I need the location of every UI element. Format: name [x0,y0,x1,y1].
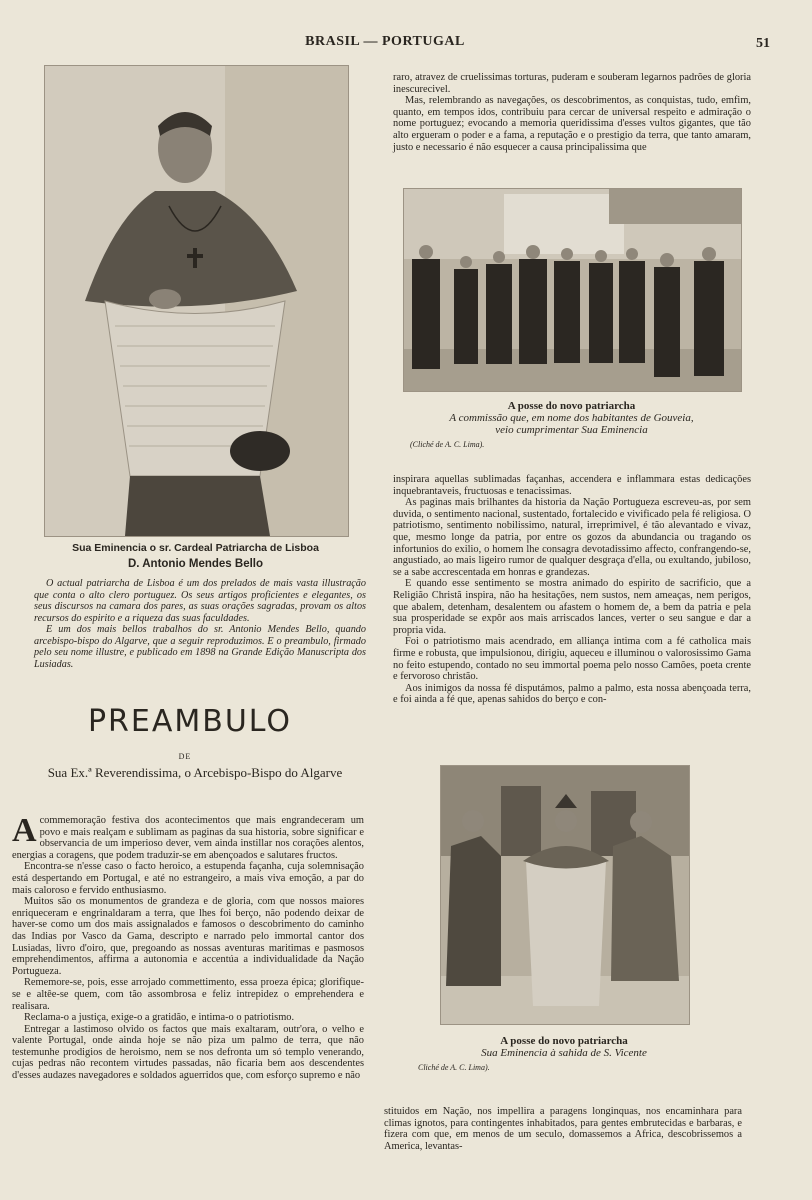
bio-paragraph-2: E um dos mais bellos trabalhos do sr. Antonio Mendes Bello, quando arcebispo-bispo do Algarve, que a seguir reproduzimos. E o preambulo, firmado pelo seu nome illustre, e publicado em 1898 na Grande Edição Manuscripta dos Lusiadas. [34,624,366,670]
photo1-caption [403,400,740,436]
preambulo-body [12,815,364,1145]
portrait-caption-title: Sua Eminencia o sr. Cardeal Patriarcha de Lisboa [72,542,319,554]
bio-paragraph-1: O actual patriarcha de Lisboa é um dos prelados de mais vasta illustração que conta o alto clero portuguez. Os seus artigos proficientes e elegantes, os seus discursos na camara dos pares, as suas orações sagradas, provam os altos recursos do espirito e a riqueza das suas faculdades. [34,578,366,624]
photo2-caption-title: A posse do novo patriarcha [500,1035,628,1047]
portrait-photo [44,65,349,537]
right-top-paragraph-2: Mas, relembrando as navegações, os descobrimentos, as conquistas, tudo, emfim, quanto, em tempos idos, contribuiu para cercar de universal respeito e admiração o nome portuguez; evocando a memoria queridissima d'esses vultos gigantes, que tão alto ergueram o poder e a fama, a reputação e o prestigio da terra, que tanto amaram, justo e necessario é não esquecer a causa principalissima que [393,95,751,153]
preambulo-paragraph-2: Encontra-se n'esse caso o facto heroico, a estupenda façanha, cuja solemnisação está despertando em Portugal, e até no estrangeiro, a mais viva emoção, a par do mais caloroso e fervido enthusiasmo. [12,861,364,896]
photo1-caption-title: A posse do novo patriarcha [507,400,636,412]
right-column-bottom [384,1106,742,1152]
preambulo-title: PREAMBULO [87,704,293,739]
preambulo-de: DE [178,752,192,761]
photo1-caption-line1: A commissão que, em nome dos habitantes de Gouveia, [449,412,694,424]
preambulo-paragraph-6: Entregar a lastimoso olvido os factos que mais exaltaram, outr'ora, o velho e valente Portugal, onde ainda hoje se não piza um palmo de terra, que não testemunhe prodigios de heroismo, nem se nos defronta um só templo venerando, cujas pedras não recontem virtudes passadas, não ficaria bem aos descendentes d'esses audazes navegadores e soldados aguerridos que, com esforço supremo e não [12,1023,364,1082]
right-mid-paragraph-3: E quando esse sentimento se mostra animado do espirito de sacrificio, que a Religião Christã inspira, não ha hesitações, nem sustos, nem ameaças, nem perigos, que abalem, detenham, desalentem ou afastem o homem de, a bem da patria e pela sua prosperidade se expôr aos mais arriscados lances, verter o seu sangue e dar a propria vida. [393,578,751,636]
right-column-middle [393,474,751,706]
right-top-paragraph-1: raro, atravez de cruelissimas torturas, puderam e souberam legarnos padrões de gloria inescurecivel. [393,72,751,95]
commission-group-image [404,189,741,391]
preambulo-paragraph-5: Reclama-o a justiça, exige-o a gratidão, e intima-o o patriotismo. [24,1012,295,1024]
right-bottom-paragraph: stituidos em Nação, nos impellira a paragens longinquas, nos encaminhara para climas ignotos, para contingentes inhabitados, para gentes embrutecidas e barbaras, e fizera com que, em menos de um seculo, domassemos a Africa, descobrissemos a America, levantas- [384,1106,742,1152]
portrait-bio [34,578,366,670]
photo2-caption-line1: Sua Eminencia à sahida de S. Vicente [481,1047,647,1059]
preambulo-subtitle: Sua Ex.ª Reverendissima, o Arcebispo-Bispo do Algarve [47,765,343,780]
photo2-caption [440,1035,688,1059]
preambulo-paragraph-1-text: commemoração festiva dos acontecimentos que mais engrandeceram um povo e mais realçam e sublimam as paginas da sua historia, sobre significar e observancia de um imperioso dever, vem ainda instillar nos corações alentos, energias a coragens, que podem traduzir-se em abençoados e salutares fructos. [12,815,364,861]
preambulo-paragraph-4: Rememore-se, pois, esse arrojado commettimento, essa proeza épica; glorifique-se e altêe-se quem, com tão assombrosa e feliz intrepidez o emprehendera e realisara. [12,977,364,1012]
photo1-credit: (Cliché de A. C. Lima). [410,440,485,449]
right-column-top [393,72,751,153]
photo1-caption-line2: veio cumprimentar Sua Eminencia [495,424,648,436]
patriarch-photo [440,765,690,1025]
running-title: BRASIL — PORTUGAL [305,34,465,49]
right-mid-paragraph-5: Aos inimigos da nossa fé disputámos, palmo a palmo, esta nossa abençoada terra, e foi ainda a fé que, apenas sahidos do berço e con- [393,682,751,706]
preambulo-paragraph-3: Muitos são os monumentos de grandeza e de gloria, com que nossos maiores enriqueceram e engrinaldaram a terra, que lhes foi berço, não podendo deixar de haver-se como um dos mais assignalados e famosos o descobrimento do caminho das Indias por Vasco da Gama, descripto e narrado pelo immortal cantor dos Lusiadas, livro d'oiro, que, pregoando as nossas aventuras maritimas e pasmosos emprehendimentos, affirma a autonomia e accentúa a individualidade da Nação Portugueza. [12,896,364,977]
photo2-credit: Cliché de A. C. Lima). [418,1063,490,1072]
right-mid-paragraph-4: Foi o patriotismo mais acendrado, em alliança intima com a fé catholica mais firme e robusta, que impulsionou, dirigiu, aqueceu e illuminou o valorosissimo Gama no feito estupendo, contado no seu immortal poema pelo nosso Camões, poeta crente e fervoroso christão. [393,636,751,683]
patriarch-exit-image [441,766,689,1024]
right-mid-paragraph-1: inspirara aquellas sublimadas façanhas, accendera e inflammara estas dedicações inquebrantaveis, fructuosas e tenacissimas. [393,474,751,497]
portrait-caption [44,542,347,570]
right-mid-paragraph-2: As paginas mais brilhantes da historia da Nação Portugueza escreveu-as, por sem duvida, o sentimento nacional, sustentado, fortalecido e vivificado pela fé religiosa. O patriotismo, sentimento nobilissimo, natural, irreprimivel, é tão alevantado e vivaz, que, mesmo longe da patria, por entre os gozos da abundancia ou tragando os infortunios do exilio, o homem lhe consagra devotadissimo affecto, confrangendo-se, angustiado, ao mais ligeiro rumor de qualquer desgraça d'ella, ou exultando, jubiloso, se a sabe accrescentada em honras e grandezas. [393,497,751,578]
commission-photo [403,188,742,392]
page-header [0,34,812,54]
page-number: 51 [756,36,770,51]
cardinal-portrait-image [45,66,348,536]
portrait-caption-name: D. Antonio Mendes Bello [127,558,264,570]
preambulo-paragraph-1 [12,815,364,861]
drop-cap: A [12,815,37,849]
